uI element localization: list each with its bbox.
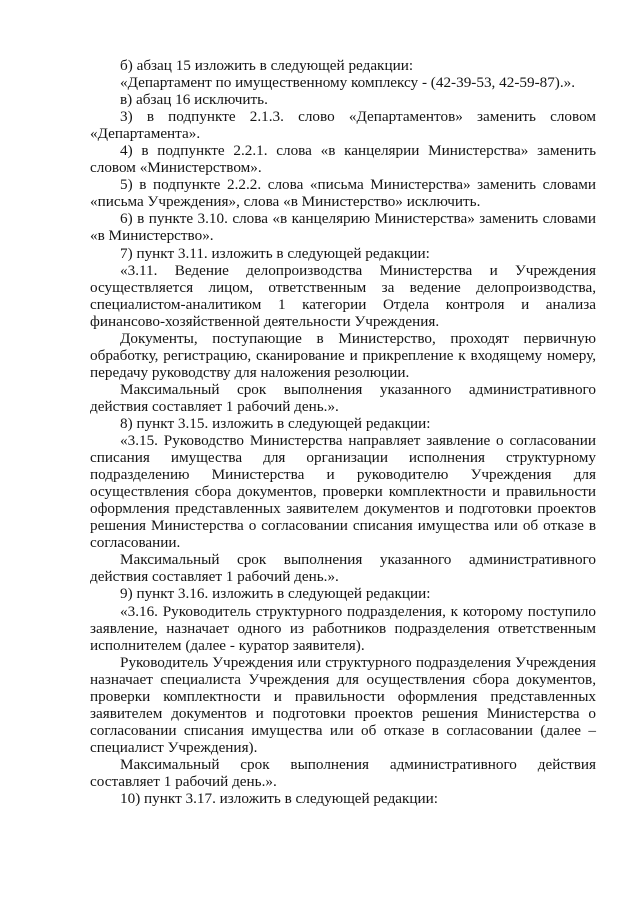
- paragraph-clause-3-16: «3.16. Руководитель структурного подразделения, к которому поступило заявление, назначает одного из работников подразделения ответственным исполнителем (далее - куратор заявителя).: [90, 602, 596, 654]
- paragraph-abzac-16: в) абзац 16 исключить.: [120, 91, 268, 109]
- paragraph-clause-3-16-specialist: Руководитель Учреждения или структурного подразделения Учреждения назначает специалиста Учреждения для осуществления сбора документов, проверки комплектности и правильности оформления представленных заявителем документов и подготовки проектов решения Министерства о согласовании списания имущества или об отказе в согласовании (далее – специалист Учреждения).: [90, 653, 596, 756]
- paragraph-item-10: 10) пункт 3.17. изложить в следующей редакции:: [120, 790, 439, 808]
- paragraph-item-8: 8) пункт 3.15. изложить в следующей редакции:: [120, 414, 431, 432]
- paragraph-item-4: 4) в подпункте 2.2.1. слова «в канцелярии Министерства» заменить словом «Министерством».: [90, 142, 596, 177]
- paragraph-clause-3-15-deadline: Максимальный срок выполнения указанного административного действия составляет 1 рабочий день.».: [90, 551, 596, 586]
- paragraph-abzac-15: б) абзац 15 изложить в следующей редакции:: [120, 57, 414, 74]
- paragraph-clause-3-15: «3.15. Руководство Министерства направляет заявление о согласовании списания имущества для организации исполнения структурному подразделению Министерства и руководителю Учреждения для осуществления сбора документов, проверки комплектности и правильности оформления представленных заявителем документов и подготовки проектов решения Министерства о согласовании списания имущества или об отказе в согласовании.: [90, 432, 596, 552]
- paragraph-item-7: 7) пункт 3.11. изложить в следующей редакции:: [120, 244, 430, 262]
- paragraph-clause-3-11-documents: Документы, поступающие в Министерство, проходят первичную обработку, регистрацию, сканирование и прикрепление к входящему номеру, передачу руководству для наложения резолюции.: [90, 329, 596, 381]
- paragraph-item-6: 6) в пункте 3.10. слова «в канцелярию Министерства» заменить словами «в Министерство».: [90, 210, 596, 245]
- paragraph-item-9: 9) пункт 3.16. изложить в следующей редакции:: [120, 585, 431, 603]
- paragraph-clause-3-11-deadline: Максимальный срок выполнения указанного административного действия составляет 1 рабочий день.».: [90, 380, 596, 415]
- paragraph-department-phones: «Департамент по имущественному комплексу - (42-39-53, 42-59-87).».: [120, 74, 576, 92]
- paragraph-clause-3-16-deadline: Максимальный срок выполнения административного действия составляет 1 рабочий день.».: [90, 755, 596, 790]
- paragraph-item-5: 5) в подпункте 2.2.2. слова «письма Министерства» заменить словами «письма Учреждения», слова «в Министерство» исключить.: [90, 176, 596, 211]
- paragraph-clause-3-11: «3.11. Ведение делопроизводства Министерства и Учреждения осуществляется лицом, ответственным за ведение делопроизводства, специалистом-аналитиком 1 категории Отдела контроля и анализа финансово-хозяйственной деятельности Учреждения.: [90, 261, 596, 330]
- paragraph-item-3: 3) в подпункте 2.1.3. слово «Департаментов» заменить словом «Департамента».: [90, 108, 596, 143]
- document-body: [90, 57, 596, 807]
